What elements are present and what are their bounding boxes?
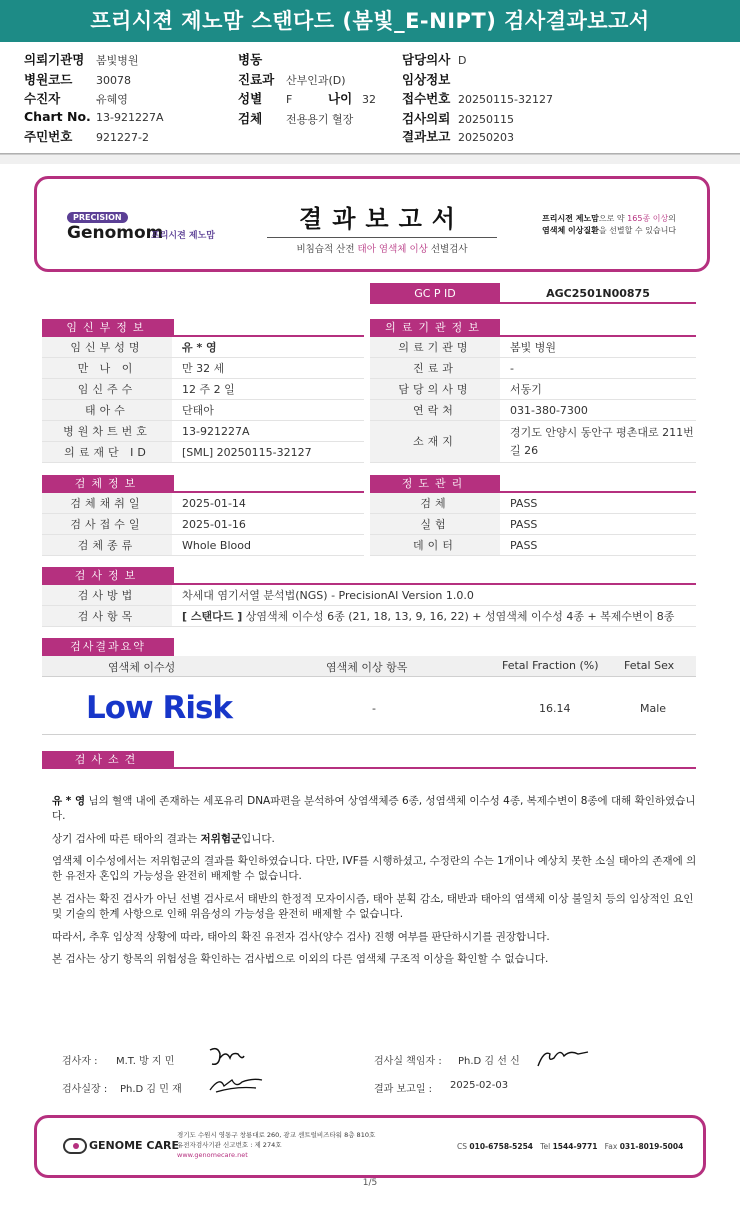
section-pregnant-info: 임신부정보 [42, 319, 174, 337]
genomecare-mark-icon [63, 1138, 87, 1154]
summary-col-sex: Fetal Sex [624, 659, 675, 672]
section-findings: 검사소견 [42, 751, 174, 769]
lab-resp-label: 검사실 책임자 : [374, 1056, 442, 1067]
summary-divider [42, 734, 696, 735]
footer-box [34, 1115, 706, 1178]
gc-pid-label: GC P ID [370, 283, 500, 304]
genomom-logo-sub: 프리시젼 제노맘 [151, 231, 215, 241]
test-items-row: 검사항목 [ 스탠다드 ] 상염색체 이수성 6종 (21, 18, 13, 9, 16, 22) + 성염색체 이수성 4종 + 복제수변이 8종 [42, 606, 696, 627]
report-header-box [34, 176, 710, 272]
page-number: 1/5 [362, 1178, 378, 1188]
report-title: 결과보고서 [299, 205, 465, 233]
quality-row: 실험 PASS [370, 514, 696, 535]
tester-name: M.T. 방 지 민 [116, 1056, 175, 1067]
report-date-label: 결과 보고일 : [374, 1084, 433, 1095]
test-method-row: 검사방법 차세대 염기서열 분석법(NGS) - PrecisionAI Version 1.0.0 [42, 585, 696, 606]
info-request-date: 검사의뢰 20250115 [402, 111, 514, 126]
info-ward: 병동 [238, 52, 263, 67]
pregnant-row: 병원차트번호 13-921227A [42, 421, 364, 442]
info-department: 진료과 산부인과(D) [238, 72, 346, 87]
footer-address: 경기도 수원시 영통구 창룡대로 260, 광교 센트럴비즈타워 8층 810호 유전자검사기관 신고번호 : 제 274호 www.genomecare.net [177, 1131, 376, 1159]
lab-resp-name: Ph.D 김 선 신 [458, 1056, 520, 1067]
pregnant-row: 임신주수 12 주 2 일 [42, 379, 364, 400]
info-specimen: 검체 전용용기 혈장 [238, 111, 354, 126]
hospital-row: 연락처 031-380-7300 [370, 400, 696, 421]
info-hospital-name: 의뢰기관명 봄빛병원 [24, 52, 139, 67]
result-low-risk: Low Risk [86, 690, 233, 726]
summary-col-ff: Fetal Fraction (%) [502, 659, 599, 672]
finding-paragraph: 상기 검사에 따른 태아의 결과는 저위험군입니다. [52, 833, 275, 845]
info-chart-no: Chart No. 13-921227A [24, 109, 164, 124]
footer-website[interactable]: www.genomecare.net [177, 1151, 248, 1159]
info-sex: 성별 F 나이 32 [238, 91, 376, 106]
pregnant-row: 태아수 단태아 [42, 400, 364, 421]
report-subtitle: 비침습적 산전 태아 염색체 이상 선별검사 [267, 237, 497, 255]
finding-paragraph: 따라서, 추후 임상적 상황에 따라, 태아의 확진 유전자 검사(양수 검사) 진행 여부를 판단하시기를 권장합니다. [52, 931, 550, 943]
footer-contacts: CS 010-6758-5254 Tel 1544-9771 Fax 031-8019-5004 [457, 1142, 684, 1151]
info-report-date: 결과보고 20250203 [402, 129, 514, 144]
section-hospital-info: 의료기관정보 [370, 319, 500, 337]
patient-info-block [0, 42, 740, 154]
summary-col-abnormal: 염색체 이상 항목 [326, 661, 408, 674]
pregnant-row: 만 나 이 만 32 세 [42, 358, 364, 379]
section-test-info: 검사정보 [42, 567, 174, 585]
finding-paragraph: 본 검사는 확진 검사가 아닌 선별 검사로서 태반의 한정적 모자이시즘, 태아 분획 감소, 태반과 태아의 염색체 이상 불일치 등의 임상적인 요인 및 기술의 한계 사항으로 인해 위음성의 가능성을 완전히 배제할 수 없습니다. [52, 893, 694, 920]
hospital-row: 담당의사명 서동기 [370, 379, 696, 400]
report-date-value: 2025-02-03 [450, 1080, 509, 1091]
section-summary: 검사결과요약 [42, 638, 174, 656]
quality-row: 데이터 PASS [370, 535, 696, 556]
lab-head-signature [206, 1072, 268, 1096]
pregnant-row: 임신부성명 유 * 영 [42, 337, 364, 358]
result-fetal-fraction: 16.14 [539, 702, 571, 715]
report-tagline: 프리시젼 제노맘으로 약 165종 이상의 염색체 이상질환을 선별할 수 있습니다 [542, 214, 677, 235]
finding-paragraph: 염색체 이수성에서는 저위험군의 결과를 확인하였습니다. 다만, IVF를 시행하셨고, 수정란의 수는 1개이나 예상치 못한 소실 태아의 존재에 의한 유전자 혼입의 가능성을 완전히 배제할 수 없습니다. [52, 855, 697, 882]
precision-badge: PRECISION [67, 212, 128, 223]
section-line [174, 767, 696, 769]
specimen-row: 검체채취일 2025-01-14 [42, 493, 364, 514]
result-fetal-sex: Male [640, 702, 667, 715]
info-clinical: 임상정보 [402, 72, 451, 87]
hospital-row: 의료기관명 봄빛 병원 [370, 337, 696, 358]
info-patient: 수진자 유혜영 [24, 91, 128, 106]
info-receipt-no: 접수번호 20250115-32127 [402, 91, 553, 106]
gc-pid-value: AGC2501N00875 [500, 283, 696, 304]
summary-col-aneuploidy: 염색체 이수성 [108, 661, 176, 674]
separator [0, 154, 740, 164]
lab-head-name: Ph.D 김 민 재 [120, 1084, 182, 1095]
hospital-row: 진료과 - [370, 358, 696, 379]
info-doctor: 담당의사 D [402, 52, 467, 67]
info-hospital-code: 병원코드 30078 [24, 72, 131, 87]
info-resident-no: 주민번호 921227-2 [24, 129, 149, 144]
section-quality: 정도관리 [370, 475, 500, 493]
tester-signature [206, 1044, 256, 1070]
finding-paragraph: 본 검사는 상기 항목의 위험성을 확인하는 검사법으로 이외의 다른 염색체 구조적 이상을 확인할 수 없습니다. [52, 953, 549, 965]
lab-resp-signature [534, 1044, 592, 1070]
document-title: 프리시젼 제노맘 스탠다드 (봄빛_E-NIPT) 검사결과보고서 [0, 0, 740, 42]
hospital-row-address: 소재지 경기도 안양시 동안구 평촌대로 211번 길 26 [370, 421, 696, 463]
lab-head-label: 검사실장 : [62, 1084, 108, 1095]
section-specimen-info: 검체정보 [42, 475, 174, 493]
quality-row: 검체 PASS [370, 493, 696, 514]
pregnant-row: 의료재단 ID [SML] 20250115-32127 [42, 442, 364, 463]
genomecare-logo: GENOME CARE [63, 1138, 179, 1154]
result-abnormal: - [372, 702, 376, 715]
specimen-row: 검사접수일 2025-01-16 [42, 514, 364, 535]
summary-table-header [42, 656, 696, 677]
tester-label: 검사자 : [62, 1056, 98, 1067]
genomom-logo: Genomom [67, 223, 164, 243]
finding-paragraph: 유 * 영 님의 혈액 내에 존재하는 세포유리 DNA파편을 분석하여 상염색체증 6종, 성염색체 이수성 4종, 복제수변이 8종에 대해 확인하였습니다. [52, 795, 696, 822]
specimen-row: 검체종류 Whole Blood [42, 535, 364, 556]
